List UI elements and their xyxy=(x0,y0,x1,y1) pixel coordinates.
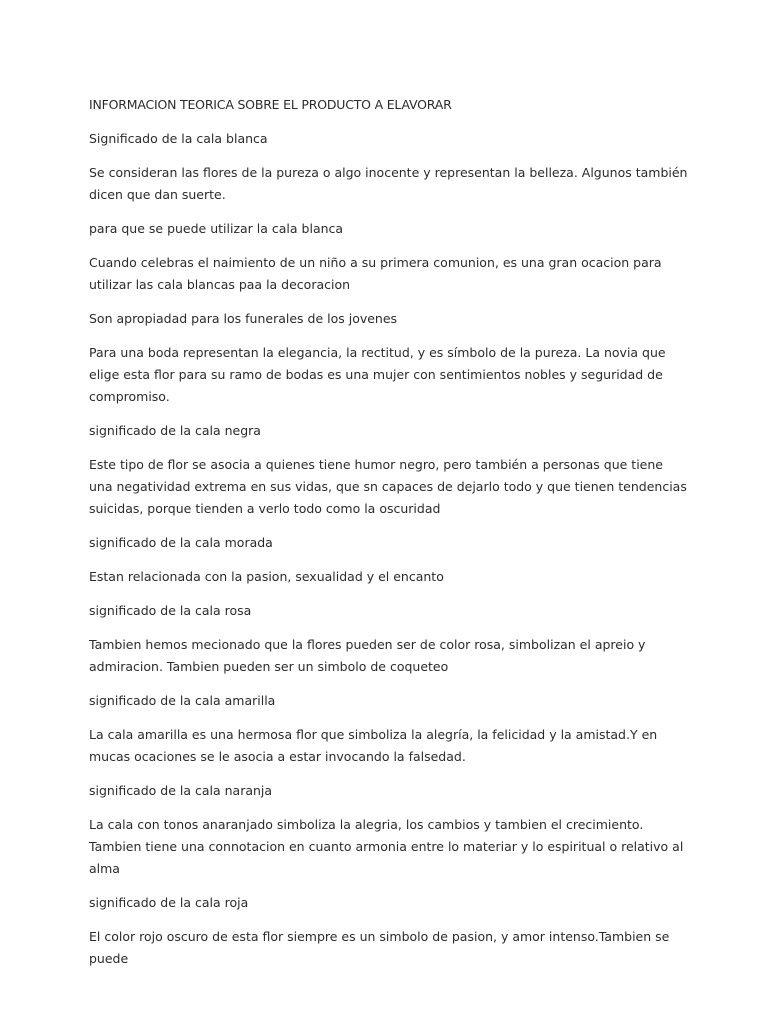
paragraph-cala-rosa: Tambien hemos mecionado que la flores pueden ser de color rosa, simbolizan el apreio y admiracion. Tambien pueden ser un simbolo de coqueteo xyxy=(89,637,646,674)
paragraph-cala-amarilla: La cala amarilla es una hermosa flor que simboliza la alegría, la felicidad y la amistad.Y en mucas ocaciones se le asocia a estar invocando la falsedad. xyxy=(89,727,658,764)
heading-cala-negra: significado de la cala negra xyxy=(89,423,261,438)
document-title: INFORMACION TEORICA SOBRE EL PRODUCTO A ELAVORAR xyxy=(89,97,452,112)
paragraph-cala-morada: Estan relacionada con la pasion, sexualidad y el encanto xyxy=(89,569,444,584)
heading-cala-roja: significado de la cala roja xyxy=(89,895,249,910)
paragraph-cala-blanca: Se consideran las flores de la pureza o algo inocente y representan la belleza. Algunos también dicen que dan suerte. xyxy=(89,165,688,202)
paragraph-uso-comunion: Cuando celebras el naimiento de un niño a su primera comunion, es una gran ocacion para utilizar las cala blancas paa la decoracion xyxy=(89,255,662,292)
heading-cala-amarilla: significado de la cala amarilla xyxy=(89,693,276,708)
heading-cala-blanca: Significado de la cala blanca xyxy=(89,131,268,146)
paragraph-uso-boda: Para una boda representan la elegancia, la rectitud, y es símbolo de la pureza. La novia que elige esta flor para su ramo de bodas es una mujer con sentimientos nobles y seguridad de compromiso. xyxy=(89,345,666,404)
heading-cala-morada: significado de la cala morada xyxy=(89,535,273,550)
heading-uso-cala-blanca: para que se puede utilizar la cala blanca xyxy=(89,221,344,236)
paragraph-cala-negra: Este tipo de flor se asocia a quienes tiene humor negro, pero también a personas que tiene una negatividad extrema en sus vidas, que sn capaces de dejarlo todo y que tienen tendencias suicidas, porque tienden a verlo todo como la oscuridad xyxy=(89,457,687,516)
paragraph-cala-roja: El color rojo oscuro de esta flor siempre es un simbolo de pasion, y amor intenso.Tambien se puede xyxy=(89,929,670,966)
paragraph-cala-naranja: La cala con tonos anaranjado simboliza la alegria, los cambios y tambien el crecimiento. Tambien tiene una connotacion en cuanto armonia entre lo materiar y lo espiritual o relativo al alma xyxy=(89,817,684,876)
paragraph-uso-funerales: Son apropiadad para los funerales de los jovenes xyxy=(89,311,398,326)
heading-cala-naranja: significado de la cala naranja xyxy=(89,783,273,798)
heading-cala-rosa: significado de la cala rosa xyxy=(89,603,252,618)
document-page xyxy=(89,94,689,982)
